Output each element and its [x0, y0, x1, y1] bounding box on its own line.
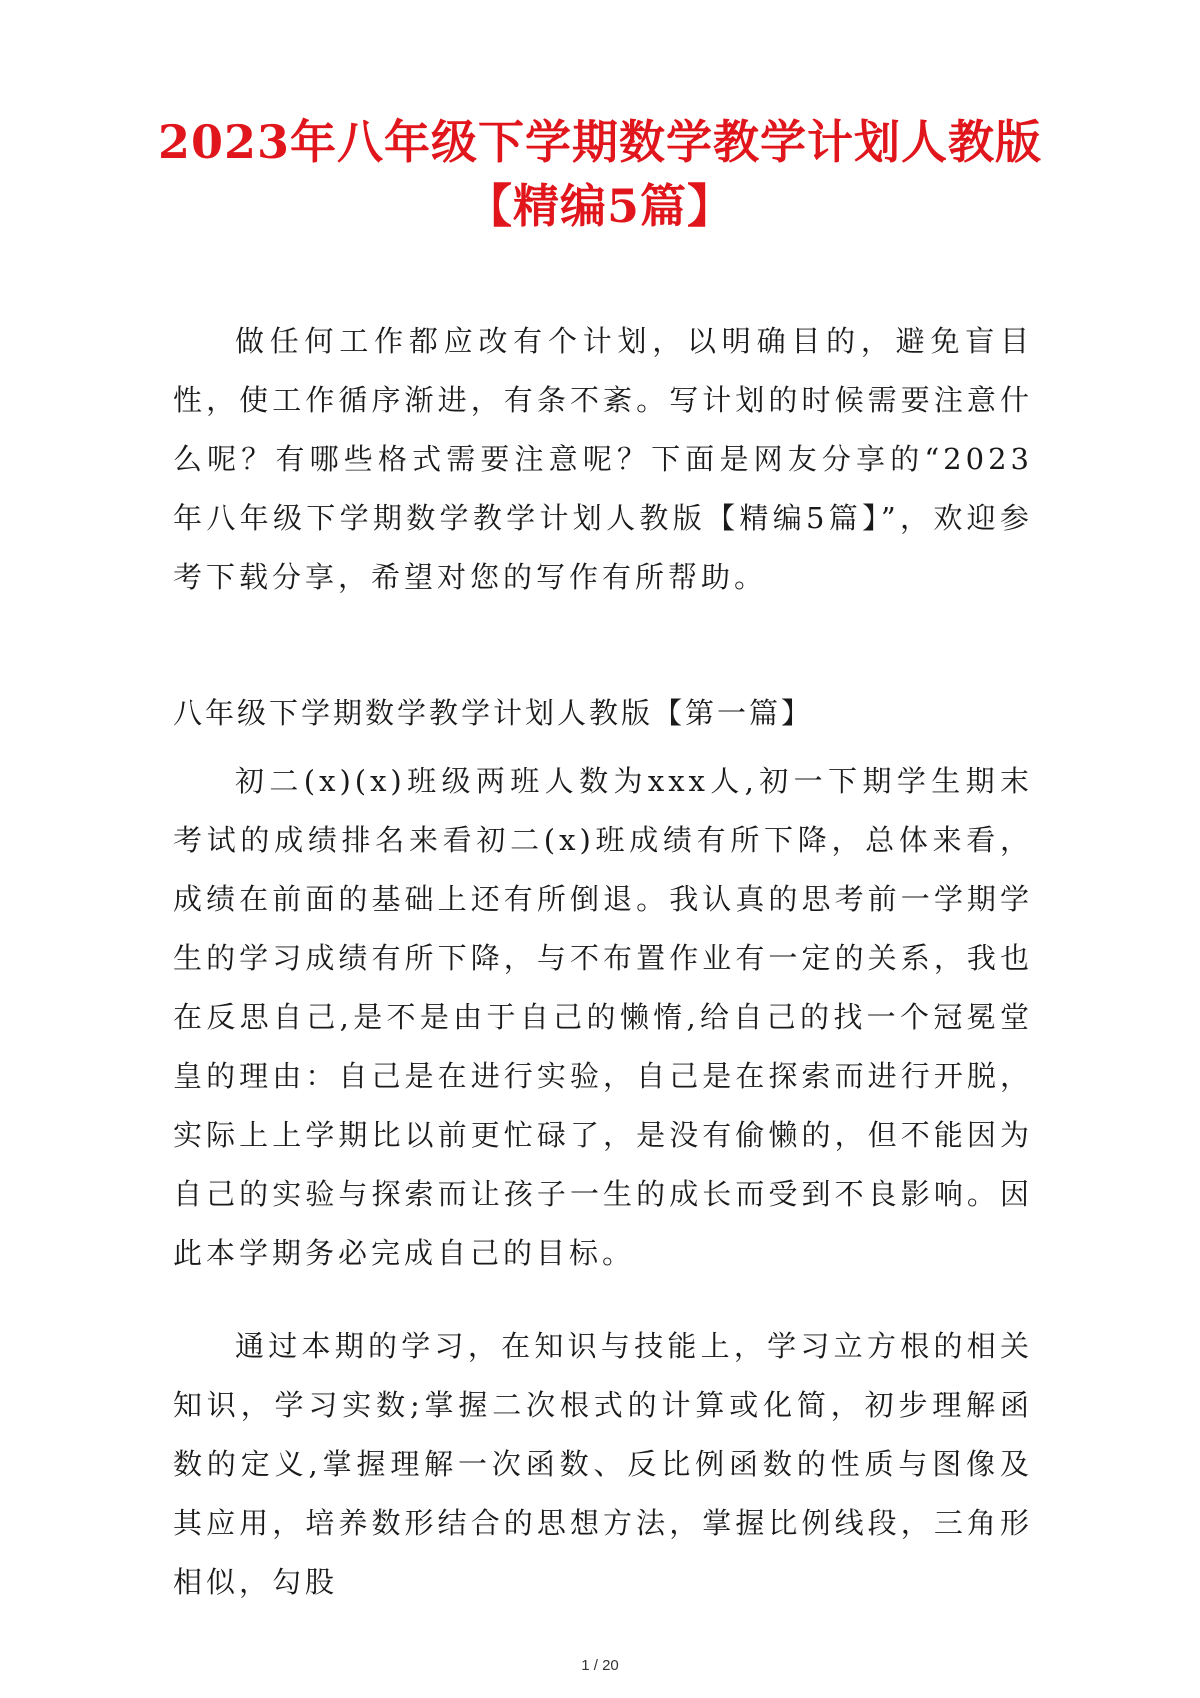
intro-paragraph: 做任何工作都应改有个计划，以明确目的，避免盲目性，使工作循序渐进，有条不紊。写计划的时候需要注意什么呢？有哪些格式需要注意呢？下面是网友分享的“2023年八年级下学期数学教学计划人教版【精编5篇】”，欢迎参考下载分享，希望对您的写作有所帮助。 [173, 324, 1033, 594]
page-number: 1 / 20 [581, 1657, 619, 1674]
body-paragraph: 初二(x)(x)班级两班人数为xxx人,初一下期学生期末考试的成绩排名来看初二(x)班成绩有所下降，总体来看，成绩在前面的基础上还有所倒退。我认真的思考前一学期学生的学习成绩有所下降，与不布置作业有一定的关系，我也在反思自己,是不是由于自己的懒惰,给自己的找一个冠冕堂皇的理由：自己是在进行实验，自己是在探索而进行开脱，实际上上学期比以前更忙碌了，是没有偷懒的，但不能因为自己的实验与探索而让孩子一生的成长而受到不良影响。因此本学期务必完成自己的目标。 [173, 764, 1033, 1270]
section-heading: 八年级下学期数学教学计划人教版【第一篇】 [173, 696, 814, 730]
document-title: 2023年八年级下学期数学教学计划人教版【精编5篇】 [157, 115, 1043, 233]
body-paragraph: 通过本期的学习，在知识与技能上，学习立方根的相关知识，学习实数;掌握二次根式的计算或化简，初步理解函数的定义,掌握理解一次函数、反比例函数的性质与图像及其应用，培养数形结合的思想方法，掌握比例线段，三角形相似，勾股 [173, 1329, 1033, 1599]
